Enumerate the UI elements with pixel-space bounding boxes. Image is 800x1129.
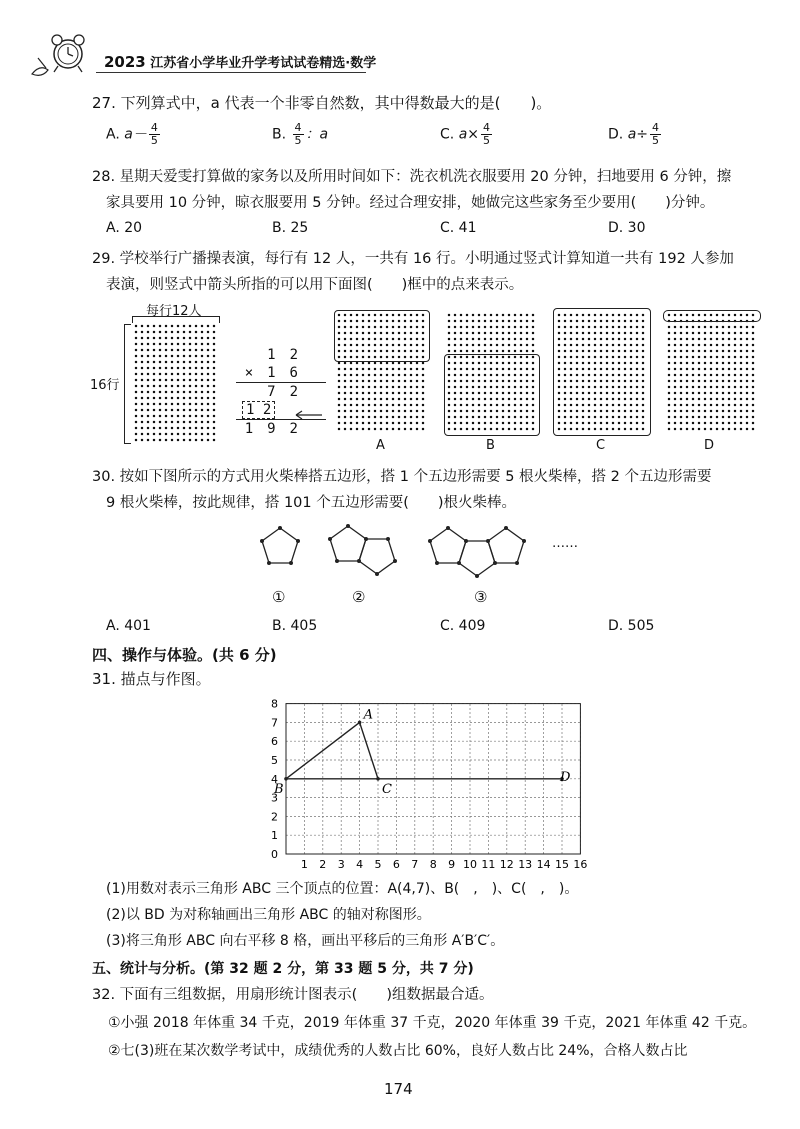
point-c bbox=[376, 777, 380, 781]
q28-line2: 家具要用 10 分钟，晾衣服要用 5 分钟。经过合理安排，她做完这些家务至少要用( )分钟。 bbox=[106, 195, 715, 211]
calc-row1: 1 2 bbox=[267, 347, 298, 363]
section-4-title: 四、操作与体验。(共 6 分) bbox=[92, 646, 277, 664]
header-subject: 江苏省小学毕业升学考试试卷精选·数学 bbox=[150, 56, 377, 71]
figure-a-frame bbox=[334, 310, 430, 362]
q30-option-c: C. 409 bbox=[440, 618, 486, 634]
alarm-clock-icon bbox=[28, 30, 96, 82]
q32-stem: 32. 下面有三组数据，用扇形统计图表示( )组数据最合适。 bbox=[92, 987, 494, 1003]
x-tick-label: 11 bbox=[481, 858, 496, 871]
x-tick-label: 9 bbox=[448, 858, 456, 871]
pentagon-fig1 bbox=[262, 528, 298, 563]
point-label-d: D bbox=[560, 769, 571, 785]
header-year: 2023 bbox=[104, 53, 146, 71]
x-tick-label: 5 bbox=[374, 858, 382, 871]
point-a bbox=[358, 721, 362, 725]
q28-option-c: C. 41 bbox=[440, 220, 477, 236]
triangle-abc bbox=[286, 722, 378, 778]
header-title bbox=[104, 52, 376, 71]
figure-d-label: D bbox=[704, 438, 715, 453]
y-tick-label: 0 bbox=[271, 848, 278, 861]
rows-brace bbox=[124, 324, 131, 444]
x-tick-label: 1 bbox=[300, 858, 308, 871]
q27-option-b: B. $\frac{4}{5}$ ：a bbox=[272, 121, 329, 147]
vertical-calc bbox=[236, 346, 326, 438]
q27-option-d: D. a÷ $\frac{4}{5}$ bbox=[608, 121, 659, 147]
q30-line1: 30. 按如下图所示的方式用火柴棒搭五边形，搭 1 个五边形需要 5 根火柴棒，搭 2 个五边形需要 bbox=[92, 469, 712, 485]
calc-row4-box: 1 2 bbox=[242, 401, 275, 419]
pentagon-fig3c bbox=[488, 528, 524, 563]
q28-line1: 28. 星期天爱雯打算做的家务以及所用时间如下：洗衣机洗衣服要用 20 分钟，扫地要用 6 分钟，擦 bbox=[92, 169, 732, 185]
q28-option-a: A. 20 bbox=[106, 220, 143, 236]
y-tick-label: 5 bbox=[271, 754, 278, 767]
point-b bbox=[284, 777, 288, 781]
y-tick-label: 7 bbox=[271, 716, 278, 730]
q30-option-a: A. 401 bbox=[106, 618, 151, 634]
q32-item1: ①小强 2018 年体重 34 千克，2019 年体重 37 千克，2020 年体重 39 千克，2021 年体重 42 千克。 bbox=[108, 1015, 757, 1031]
x-tick-label: 16 bbox=[573, 858, 588, 871]
per-row-brace bbox=[132, 316, 220, 323]
fig-label-1: ① bbox=[272, 588, 286, 606]
section-5-title: 五、统计与分析。(第 32 题 2 分，第 33 题 5 分，共 7 分) bbox=[92, 961, 474, 977]
q27-option-a: A. a－ $\frac{4}{5}$ bbox=[106, 121, 158, 147]
figure-c-frame bbox=[553, 308, 651, 436]
q30-option-b: B. 405 bbox=[272, 618, 318, 634]
q31-sub2: (2)以 BD 为对称轴画出三角形 ABC 的轴对称图形。 bbox=[106, 907, 431, 923]
x-tick-label: 15 bbox=[555, 858, 569, 871]
q29-line2: 表演，则竖式中箭头所指的可以用下面图( )框中的点来表示。 bbox=[106, 277, 524, 293]
fig-label-3: ③ bbox=[474, 588, 488, 606]
q28-option-b: B. 25 bbox=[272, 220, 309, 236]
figure-c-label: C bbox=[596, 438, 606, 453]
x-tick-label: 7 bbox=[411, 858, 419, 871]
page-number: 174 bbox=[384, 1080, 413, 1098]
q29-line1: 29. 学校举行广播操表演，每行有 12 人，一共有 16 行。小明通过竖式计算知道一共有 192 人参加 bbox=[92, 251, 734, 267]
figure-d-frame bbox=[663, 310, 761, 322]
q30-line2: 9 根火柴棒，按此规律，搭 101 个五边形需要( )根火柴棒。 bbox=[106, 495, 517, 511]
x-tick-label: 13 bbox=[518, 858, 533, 871]
figure-d-dots bbox=[666, 312, 756, 432]
pentagon-ellipsis: …… bbox=[552, 536, 578, 551]
q28-option-d: D. 30 bbox=[608, 220, 646, 236]
x-tick-label: 3 bbox=[337, 858, 345, 871]
pentagon-figures bbox=[250, 514, 560, 584]
header-rule bbox=[96, 72, 366, 73]
calc-row2: × 1 6 bbox=[236, 364, 326, 383]
dot-array-12x16 bbox=[133, 323, 217, 443]
q27-option-c: C. a× $\frac{4}{5}$ bbox=[440, 121, 490, 147]
x-tick-label: 12 bbox=[499, 858, 514, 871]
x-tick-label: 6 bbox=[392, 858, 400, 871]
y-tick-label: 2 bbox=[271, 810, 278, 824]
q31-stem: 31. 描点与作图。 bbox=[92, 670, 211, 688]
q31-sub3: (3)将三角形 ABC 向右平移 8 格，画出平移后的三角形 A′B′C′。 bbox=[106, 933, 505, 949]
per-row-label: 每行12人 bbox=[146, 304, 202, 319]
y-tick-label: 6 bbox=[271, 735, 278, 749]
calc-row3: 7 2 bbox=[267, 384, 298, 400]
y-tick-label: 3 bbox=[271, 791, 278, 805]
y-tick-label: 8 bbox=[271, 697, 278, 711]
x-tick-label: 8 bbox=[429, 858, 437, 871]
x-tick-label: 2 bbox=[319, 858, 327, 871]
point-label-c: C bbox=[382, 781, 392, 797]
q30-option-d: D. 505 bbox=[608, 618, 655, 634]
q31-sub1: (1)用数对表示三角形 ABC 三个顶点的位置：A(4,7)、B( , )、C( , )。 bbox=[106, 881, 579, 897]
figure-b-label: B bbox=[486, 438, 495, 453]
figure-a-label: A bbox=[376, 438, 385, 453]
point-label-a: A bbox=[363, 707, 373, 723]
figure-b-frame bbox=[444, 354, 540, 436]
coordinate-grid bbox=[250, 692, 590, 874]
pentagon-fig2b bbox=[359, 539, 395, 574]
rows-label: 16行 bbox=[90, 378, 120, 393]
arrow-left-icon bbox=[294, 410, 324, 420]
fig-label-2: ② bbox=[352, 588, 366, 606]
y-tick-label: 1 bbox=[271, 829, 278, 843]
calc-row5: 1 9 2 bbox=[244, 421, 298, 437]
x-tick-label: 4 bbox=[356, 858, 364, 871]
point-label-b: B bbox=[274, 781, 284, 797]
x-tick-label: 10 bbox=[463, 858, 477, 871]
y-tick-label: 4 bbox=[271, 772, 278, 786]
q27-stem: 27. 下列算式中，a 代表一个非零自然数，其中得数最大的是( )。 bbox=[92, 94, 552, 112]
x-tick-label: 14 bbox=[536, 858, 551, 871]
q32-item2: ②七(3)班在某次数学考试中，成绩优秀的人数占比 60%，良好人数占比 24%，合格人数占比 bbox=[108, 1043, 688, 1059]
